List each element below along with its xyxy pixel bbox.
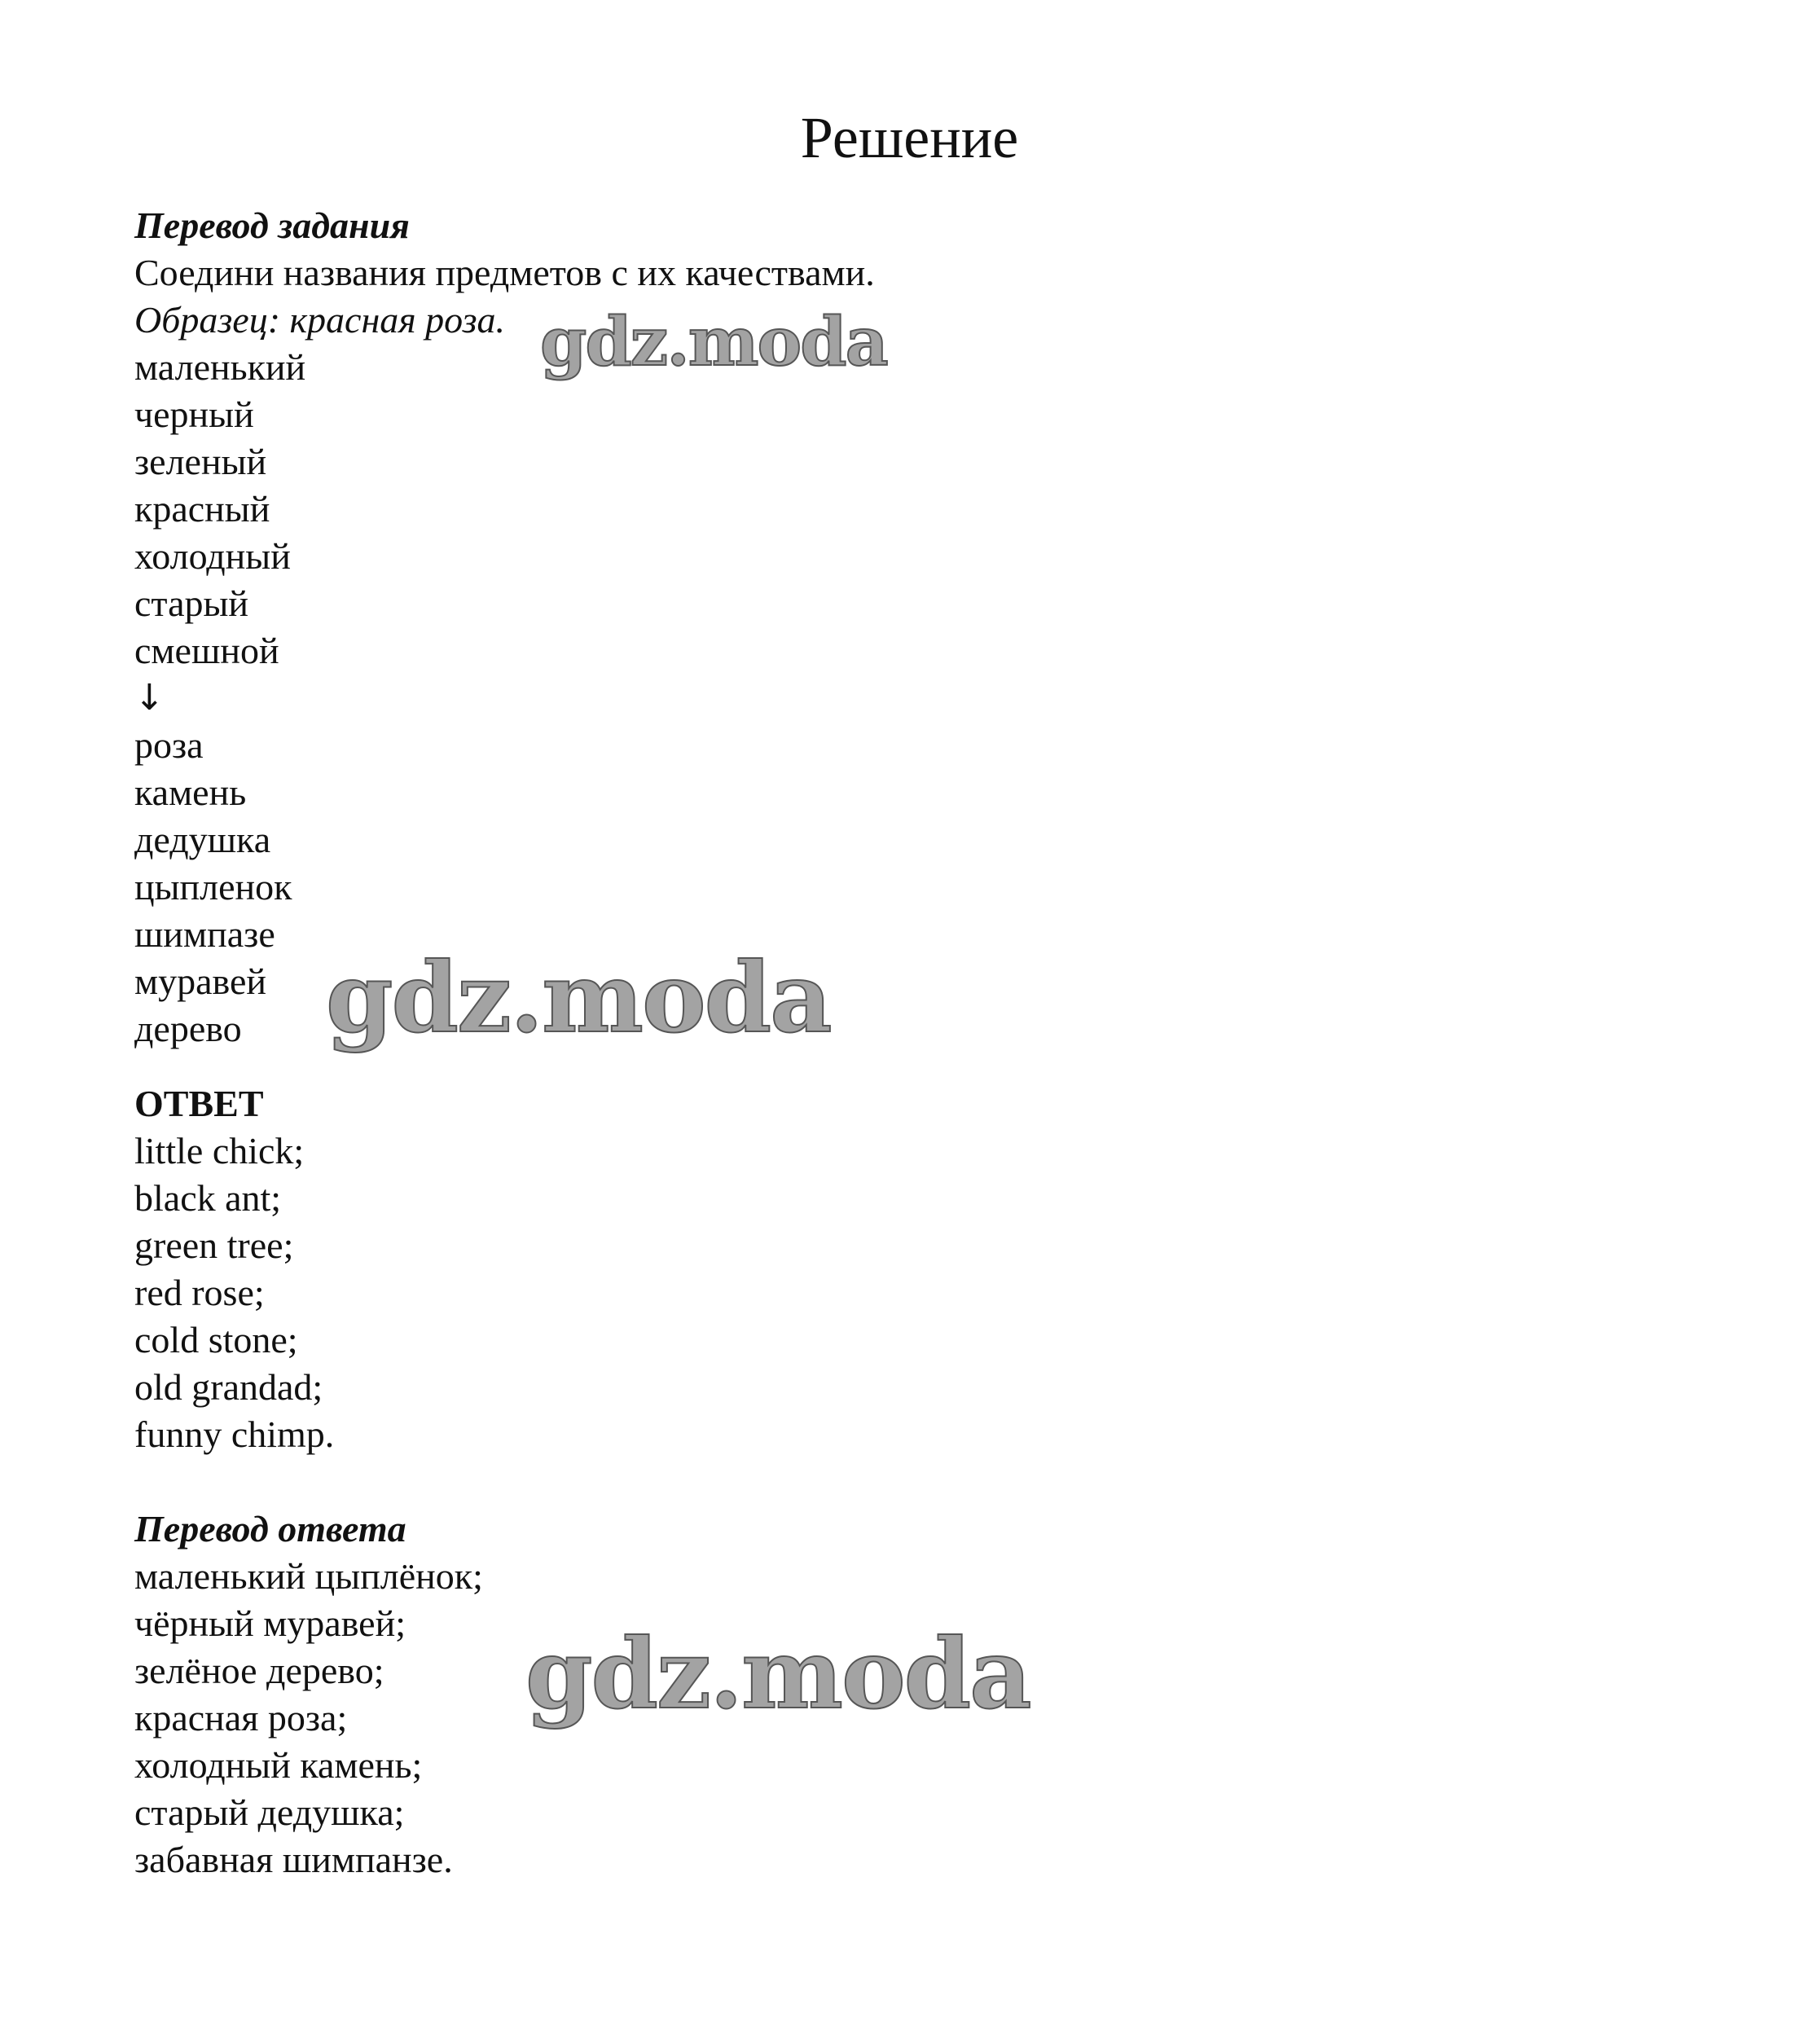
answer-translation-line: зелёное дерево; — [134, 1650, 384, 1691]
noun-item: камень — [134, 771, 247, 813]
noun-item: дерево — [134, 1008, 242, 1049]
page-title: Решение — [800, 105, 1019, 170]
answer-line: red rose; — [134, 1272, 265, 1313]
noun-item: шимпазе — [134, 913, 275, 955]
adjective-item: зеленый — [134, 441, 267, 482]
answer-translation-line: маленький цыплёнок; — [134, 1555, 483, 1597]
noun-item: дедушка — [134, 819, 271, 860]
section-spacer — [134, 1053, 1682, 1080]
section-spacer — [134, 1458, 1682, 1506]
answer-line: cold stone; — [134, 1319, 298, 1360]
adjective-item: холодный — [134, 535, 291, 577]
answer-translation-heading: Перевод ответа — [134, 1508, 406, 1549]
answer-line: little chick; — [134, 1130, 305, 1171]
answer-line: green tree; — [134, 1224, 294, 1266]
answer-line: black ant; — [134, 1177, 282, 1219]
adjective-item: смешной — [134, 630, 279, 671]
answer-translation-line: забавная шимпанзе. — [134, 1839, 453, 1880]
watermark: gdz.moda — [540, 303, 887, 381]
task-translation-heading: Перевод задания — [134, 204, 410, 246]
down-arrow-icon: ↓ — [134, 677, 165, 719]
task-example: Образец: красная роза. — [134, 299, 506, 341]
task-instruction: Соедини названия предметов с их качествами. — [134, 252, 875, 293]
noun-item: роза — [134, 724, 204, 766]
answer-heading: ОТВЕТ — [134, 1083, 264, 1124]
adjective-item: красный — [134, 488, 270, 530]
adjective-item: маленький — [134, 346, 306, 388]
answer-translation-line: старый дедушка; — [134, 1791, 405, 1833]
answer-line: funny chimp. — [134, 1413, 335, 1455]
noun-item: муравей — [134, 960, 267, 1002]
answer-translation-line: холодный камень; — [134, 1744, 423, 1786]
answer-line: old grandad; — [134, 1366, 323, 1408]
watermark: gdz.moda — [326, 941, 831, 1054]
adjective-item: старый — [134, 582, 249, 624]
answer-translation-line: чёрный муравей; — [134, 1602, 406, 1644]
answer-translation-line: красная роза; — [134, 1697, 348, 1738]
noun-item: цыпленок — [134, 866, 292, 908]
watermark: gdz.moda — [525, 1617, 1030, 1730]
adjective-item: черный — [134, 393, 254, 435]
